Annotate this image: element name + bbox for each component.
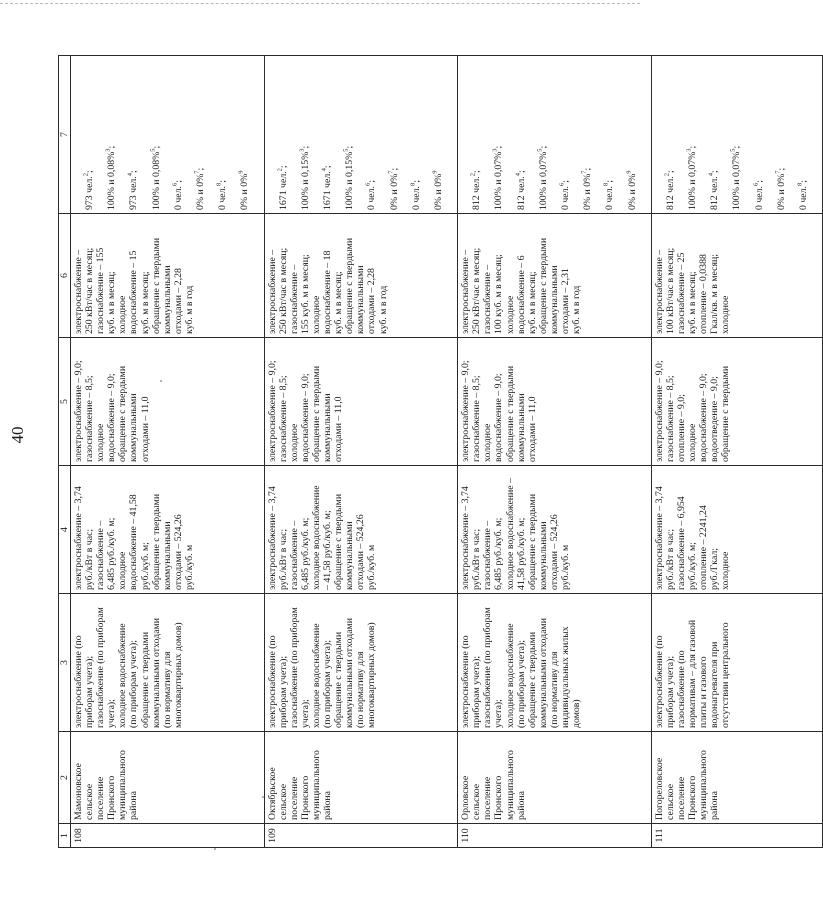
population-line: 100% и 0,07%$^5$; bbox=[536, 145, 549, 210]
consumption-volumes: электроснабжение – 250 кВт/час в месяц; газоснабжение – 155 куб. м в месяц; холодное водоснабжение – 15 куб. м в месяц; обращение с твердыми коммунальными отходами – 2,28 куб. м в год bbox=[71, 214, 265, 338]
services-list: электроснабжение (по приборам учета); газоснабжение (по нормативам – для газовой плиты и газового водонагревателя при отсутствии центрального bbox=[651, 594, 822, 732]
table-row bbox=[458, 56, 652, 848]
population-line: 812 чел.$^2$; bbox=[663, 170, 676, 210]
column-number: 2 bbox=[59, 732, 71, 824]
settlement-name: Октябрьское сельское поселение Пронского муниципального района bbox=[264, 732, 458, 824]
population-line: 0 чел.$^8$; bbox=[215, 180, 229, 210]
population-line: 100% и 0,15%$^5$; bbox=[342, 145, 356, 210]
consumption-volumes: электроснабжение – 250 кВт/час в месяц; газоснабжение – 100 куб. м в месяц; холодное водоснабжение – 6 куб. м в месяц; обращение с твердыми коммунальными отходами – 2,31 куб. м в год bbox=[458, 214, 652, 338]
row-number: 108 bbox=[71, 824, 265, 848]
population-share bbox=[264, 56, 458, 214]
population-line: 100% и 0,15%$^3$; bbox=[298, 145, 311, 210]
services-list: электроснабжение (по приборам учета); газоснабжение (по приборам учета); холодное водоснабжение (по приборам учета); обращение с твердыми коммунальными отходами (по нормативу для многоквартирных домов) bbox=[71, 594, 265, 732]
scan-speck bbox=[214, 848, 216, 850]
population-line: 100% и 0,08%$^3$; bbox=[105, 145, 118, 210]
population-line: 100% и 0,07%$^3$; bbox=[492, 145, 505, 210]
tariffs: электроснабжение – 3,74 руб./кВт в час; газоснабжение – 6,485 руб./куб. м; холодное водоснабжение – 41,58 руб./куб. м; обращение с твердыми коммунальными отходами – 524,26 руб./куб. м bbox=[264, 466, 458, 594]
population-line: 0% и 0%$^9$ bbox=[625, 170, 638, 210]
population-share bbox=[458, 56, 652, 214]
population-line: 812 чел.$^4$; bbox=[514, 170, 527, 210]
population-line: 0 чел.$^6$; bbox=[171, 180, 184, 210]
index-limits: электроснабжение – 9,0; газоснабжение – 8,5; холодное водоснабжение – 9,0; обращение с твердыми коммунальными отходами – 11,0 bbox=[71, 338, 265, 466]
row-number: 109 bbox=[264, 824, 458, 848]
settlement-name: Мамоновское сельское поселение Пронского муниципального района bbox=[71, 732, 265, 824]
population-line: 1671 чел.$^2$; bbox=[276, 165, 289, 210]
population-line: 100% и 0,07%$^3$; bbox=[685, 145, 699, 210]
settlement-name: Орловское сельское поселение Пронского муниципального района bbox=[458, 732, 652, 824]
population-line: 0% и 0%$^7$; bbox=[580, 167, 594, 210]
consumption-volumes: электроснабжение – 100 кВт/час в месяц; газоснабжение – 25 куб. м в месяц; отопление – 0,0388 Гкал/кв. м в месяц; холодное bbox=[651, 214, 822, 338]
column-number-row bbox=[59, 56, 71, 848]
tariffs: электроснабжение – 3,74 руб./кВт в час; газоснабжение – 6,954 руб./куб. м; отопление – 2241,24 руб./Гкал; холодное bbox=[651, 466, 822, 594]
services-list: электроснабжение (по приборам учета); газоснабжение (по приборам учета); холодное водоснабжение (по приборам учета); обращение с твердыми коммунальными отходами (по нормативу для многоквартирных домов) bbox=[264, 594, 458, 732]
column-number: 6 bbox=[59, 214, 71, 338]
settlements-table bbox=[58, 55, 823, 848]
tariffs: электроснабжение – 3,74 руб./кВт в час; газоснабжение – 6,485 руб./куб. м; холодное водоснабжение – 41,58 руб./куб. м; обращение с твердыми коммунальными отходами – 524,26 руб./куб. м bbox=[458, 466, 652, 594]
index-limits: электроснабжение – 9,0; газоснабжение – 8,5; холодное водоснабжение – 9,0; обращение с твердыми коммунальными отходами – 11,0 bbox=[264, 338, 458, 466]
services-list: электроснабжение (по приборам учета); газоснабжение (по приборам учета); холодное водоснабжение (по приборам учета); обращение с твердыми коммунальными отходами (по нормативу для индивидуальных жилых домов) bbox=[458, 594, 652, 732]
column-number: 5 bbox=[59, 338, 71, 466]
page-number: 40 bbox=[8, 426, 27, 444]
table-row bbox=[264, 56, 458, 848]
table-row bbox=[71, 56, 265, 848]
scan-edge-line bbox=[0, 3, 640, 4]
population-share bbox=[651, 56, 822, 214]
population-line: 0% и 0%$^7$; bbox=[774, 167, 787, 210]
table-row bbox=[651, 56, 822, 848]
population-line: 812 чел.$^4$; bbox=[707, 170, 721, 210]
population-line: 973 чел.$^4$; bbox=[127, 170, 140, 210]
population-line: 812 чел.$^2$; bbox=[470, 170, 483, 210]
population-line: 973 чел.$^2$; bbox=[82, 170, 96, 210]
population-line: 0 чел.$^8$; bbox=[796, 180, 809, 210]
rotated-table-wrapper bbox=[58, 56, 809, 848]
row-number: 111 bbox=[651, 824, 822, 848]
column-number: 3 bbox=[59, 594, 71, 732]
population-line: 0 чел.$^8$; bbox=[409, 180, 422, 210]
column-number: 1 bbox=[59, 824, 71, 848]
index-limits: электроснабжение – 9,0; газоснабжение – 8,5; холодное водоснабжение – 9,0; обращение с твердыми коммунальными отходами – 11,0 bbox=[458, 338, 652, 466]
population-share bbox=[71, 56, 265, 214]
consumption-volumes: электроснабжение – 250 кВт/час в месяц; газоснабжение – 155 куб. м в месяц; холодное водоснабжение – 18 куб. м в месяц; обращение с твердыми коммунальными отходами – 2,28 куб. м в год bbox=[264, 214, 458, 338]
tariffs: электроснабжение – 3,74 руб./кВт в час; газоснабжение – 6,485 руб./куб. м; холодное водоснабжение – 41,58 руб./куб. м; обращение с твердыми коммунальными отходами – 524,26 руб./куб. м bbox=[71, 466, 265, 594]
population-line: 0 чел.$^6$; bbox=[558, 180, 572, 210]
population-line: 100% и 0,07%$^5$; bbox=[730, 145, 743, 210]
row-number: 110 bbox=[458, 824, 652, 848]
index-limits: электроснабжение – 9,0; газоснабжение – 8,5; отопление – 9,0; холодное водоснабжение – 9,0; водоотведение – 9,0; обращение с твердыми bbox=[651, 338, 822, 466]
population-line: 1671 чел.$^4$; bbox=[320, 165, 334, 210]
settlement-name: Погореловское сельское поселение Пронского муниципального района bbox=[651, 732, 822, 824]
population-line: 0% и 0%$^9$ bbox=[238, 170, 251, 210]
column-number: 7 bbox=[59, 56, 71, 214]
population-line: 0 чел.$^6$; bbox=[365, 180, 378, 210]
column-number: 4 bbox=[59, 466, 71, 594]
population-line: 0% и 0%$^7$; bbox=[193, 167, 207, 210]
population-line: 0% и 0%$^9$ bbox=[431, 170, 444, 210]
population-line: 100% и 0,08%$^5$; bbox=[149, 145, 162, 210]
population-line: 0 чел.$^8$; bbox=[603, 180, 616, 210]
population-line: 0% и 0%$^7$; bbox=[387, 167, 400, 210]
population-line: 0 чел.$^6$; bbox=[752, 180, 765, 210]
